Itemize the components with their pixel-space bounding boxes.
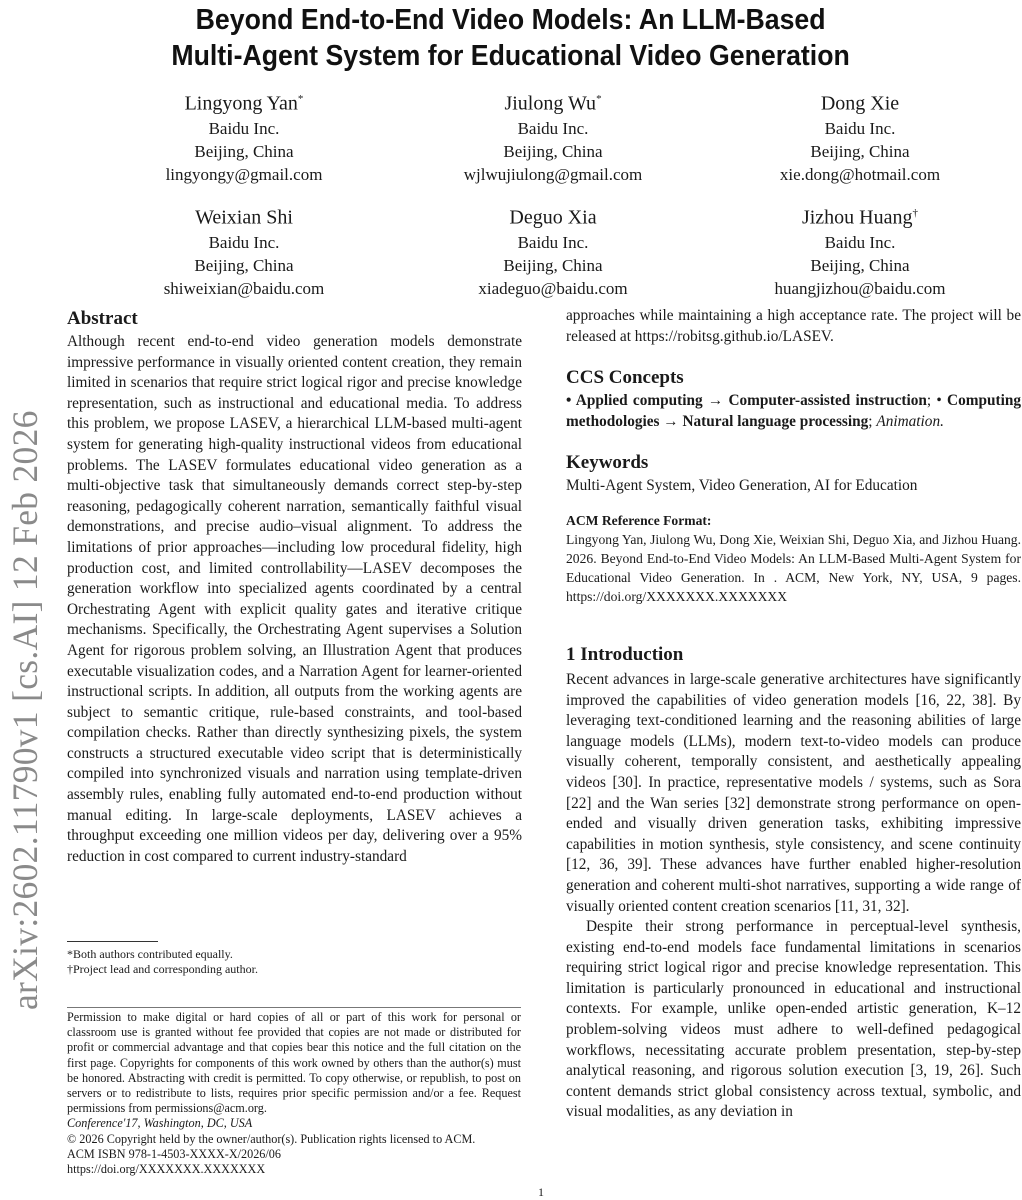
author-email: xie.dong@hotmail.com bbox=[779, 164, 941, 184]
ccs-term: Computing methodologies bbox=[566, 392, 1021, 430]
author-org: Baidu Inc. bbox=[824, 232, 896, 252]
permission-divider bbox=[67, 1007, 521, 1008]
author-card bbox=[84, 86, 404, 186]
separator: ; bbox=[868, 412, 873, 430]
keywords-heading: Keywords bbox=[566, 452, 649, 474]
author-card bbox=[84, 200, 404, 300]
author-card bbox=[393, 86, 713, 186]
author-location: Beijing, China bbox=[194, 255, 294, 275]
ccs-heading: CCS Concepts bbox=[566, 367, 684, 389]
author-email: xiadeguo@baidu.com bbox=[478, 278, 628, 298]
author-name: Weixian Shi bbox=[195, 206, 293, 229]
author-org: Baidu Inc. bbox=[824, 118, 896, 138]
author-location: Beijing, China bbox=[810, 141, 910, 161]
abstract-text: Although recent end-to-end video generation models demonstrate impressive performance in visually oriented content creation, they remain limited in scenarios that require strict logical rigor and precise knowledge representation, such as instructional and educational media. To address this problem, we propose LASEV, a hierarchical LLM-based multi-agent system for generating high-quality instructional videos from educational problems. The LASEV formulates educational video generation as a multi-objective task that simultaneously demands correct step-by-step reasoning, pedagogically coherent narration, semantically faithful visual demonstrations, and precise audio–visual alignment. To address the limitations of prior approaches—including low procedural fidelity, high production cost, and limited controllability—LASEV decomposes the generation workflow into specialized agents coordinated by a central Orchestrating Agent with explicit quality gates and iterative critique mechanisms. Specifically, the Orchestrating Agent supervises a Solution Agent for rigorous problem solving, an Illustration Agent that produces executable visualization codes, and a Narration Agent for learner-oriented instructional scripts. In addition, all outputs from the working agents are subject to semantic critique, rule-based constraints, and tool-based compilation checks. Rather than directly synthesizing pixels, the system constructs a structured executable video script that is deterministically compiled into synchronized visuals and narration using template-driven assembly rules, enabling fully automated end-to-end production without manual editing. In large-scale deployments, LASEV achieves a throughput exceeding one million videos per day, delivering over a 95% reduction in cost compared to current industry-standard bbox=[67, 333, 522, 865]
author-card bbox=[700, 86, 1020, 186]
author-location: Beijing, China bbox=[503, 255, 603, 275]
author-mark: * bbox=[596, 93, 602, 105]
footnote-equal-contribution: *Both authors contributed equally. bbox=[67, 947, 233, 961]
arrow-icon: → bbox=[659, 412, 683, 430]
ccs-term: Computer-assisted instruction bbox=[728, 392, 927, 410]
intro-paragraph-2: Despite their strong performance in perceptual-level synthesis, existing end-to-end models face fundamental limitations in scenarios requiring strict logical rigor and precise knowledge representation. This limitation is particularly pronounced in educational and instructional contexts. For example, unlike open-ended artistic generation, K–12 problem-solving videos must adhere to well-defined pedagogical workflows, necessitating accurate problem presentation, step-by-step analytical reasoning, and rigorous solution execution [3, 19, 26]. Such content demands strict global consistency across textual, symbolic, and visual modalities, as any deviation in bbox=[566, 918, 1021, 1121]
author-org: Baidu Inc. bbox=[517, 232, 589, 252]
author-mark: * bbox=[297, 93, 304, 105]
separator: ; • bbox=[926, 392, 948, 410]
permission-block bbox=[67, 1010, 521, 1177]
copyright-text: © 2026 Copyright held by the owner/author(s). Publication rights licensed to ACM. bbox=[67, 1131, 476, 1146]
footnote-divider bbox=[67, 941, 158, 942]
author-email: shiweixian@baidu.com bbox=[163, 278, 325, 298]
doi-text: https://doi.org/XXXXXXX.XXXXXXX bbox=[67, 1162, 266, 1177]
keywords-text: Multi-Agent System, Video Generation, AI for Education bbox=[566, 477, 918, 495]
author-name: Dong Xie bbox=[820, 92, 900, 115]
author-name: Jizhou Huang bbox=[801, 206, 913, 229]
author-location: Beijing, China bbox=[503, 141, 603, 161]
author-card bbox=[393, 200, 713, 300]
conference-info: Conference'17, Washington, DC, USA bbox=[67, 1116, 253, 1131]
acm-ref-text: Lingyong Yan, Jiulong Wu, Dong Xie, Weixian Shi, Deguo Xia, and Jizhou Huang. 2026. Beyond End-to-End Video Models: An LLM-Based Multi-Agent System for Educational Video Generation. In . ACM, New York, NY, USA, 9 pages. https://doi.org/XXXXXXX.XXXXXXX bbox=[566, 531, 1021, 604]
author-org: Baidu Inc. bbox=[517, 118, 589, 138]
arxiv-stamp: arXiv:2602.11790v1 [cs.AI] 12 Feb 2026 bbox=[5, 410, 45, 1010]
abstract-heading: Abstract bbox=[67, 308, 138, 329]
author-email: huangjizhou@baidu.com bbox=[774, 278, 946, 298]
author-name: Deguo Xia bbox=[509, 206, 597, 229]
abstract-continuation: approaches while maintaining a high acceptance rate. The project will be released at https://robitsg.github.io/LASEV. bbox=[566, 307, 1021, 345]
paper-title bbox=[0, 2, 1021, 74]
page-number: 1 bbox=[538, 1185, 544, 1199]
title-line-2: Multi-Agent System for Educational Video Generation bbox=[171, 40, 850, 72]
ccs-term: Animation. bbox=[876, 412, 944, 430]
author-location: Beijing, China bbox=[810, 255, 910, 275]
permission-text: Permission to make digital or hard copies of all or part of this work for personal or classroom use is granted without fee provided that copies are not made or distributed for profit or commercial advantage and that copies bear this notice and the full citation on the first page. Copyrights for components of this work owned by others than the author(s) must be honored. Abstracting with credit is permitted. To copy otherwise, or republish, to post on servers or to redistribute to lists, requires prior specific permission and/or a fee. Request permissions from permissions@acm.org. bbox=[67, 1010, 521, 1116]
author-email: wjlwujiulong@gmail.com bbox=[463, 164, 643, 184]
footnote-project-lead: †Project lead and corresponding author. bbox=[67, 962, 258, 976]
title-line-1: Beyond End-to-End Video Models: An LLM-Based bbox=[195, 4, 826, 36]
author-card bbox=[700, 200, 1020, 300]
introduction-heading: 1 Introduction bbox=[566, 643, 684, 665]
author-mark: † bbox=[912, 207, 919, 219]
author-org: Baidu Inc. bbox=[208, 118, 280, 138]
bullet: • bbox=[566, 392, 576, 410]
left-column bbox=[67, 306, 522, 867]
author-org: Baidu Inc. bbox=[208, 232, 280, 252]
author-name: Lingyong Yan bbox=[184, 92, 298, 115]
author-email: lingyongy@gmail.com bbox=[165, 164, 323, 184]
ccs-concepts bbox=[566, 391, 1021, 432]
author-location: Beijing, China bbox=[194, 141, 294, 161]
arrow-icon: → bbox=[702, 392, 729, 410]
right-column bbox=[566, 306, 1021, 1123]
author-name: Jiulong Wu bbox=[504, 92, 597, 115]
ccs-term: Natural language processing bbox=[682, 412, 869, 430]
isbn-text: ACM ISBN 978-1-4503-XXXX-X/2026/06 bbox=[67, 1146, 281, 1161]
intro-paragraph-1: Recent advances in large-scale generative architectures have significantly improved the capabilities of video generation models [16, 22, 38]. By leveraging text-conditioned learning and the reasoning abilities of large language models (LLMs), modern text-to-video models can produce visually coherent, temporally consistent, and aesthetically appealing videos [30]. In practice, representative models / systems, such as Sora [22] and the Wan series [32] demonstrate strong performance on open-ended and visually driven generation tasks, exhibiting impressive capabilities in motion synthesis, style consistency, and scene continuity [12, 36, 39]. These advances have further enabled higher-resolution generation and coherent multi-shot narratives, supporting a wide range of visually oriented content creation scenarios [11, 31, 32]. bbox=[566, 670, 1021, 915]
ccs-term: Applied computing bbox=[575, 392, 703, 410]
acm-ref-heading: ACM Reference Format: bbox=[566, 512, 712, 528]
